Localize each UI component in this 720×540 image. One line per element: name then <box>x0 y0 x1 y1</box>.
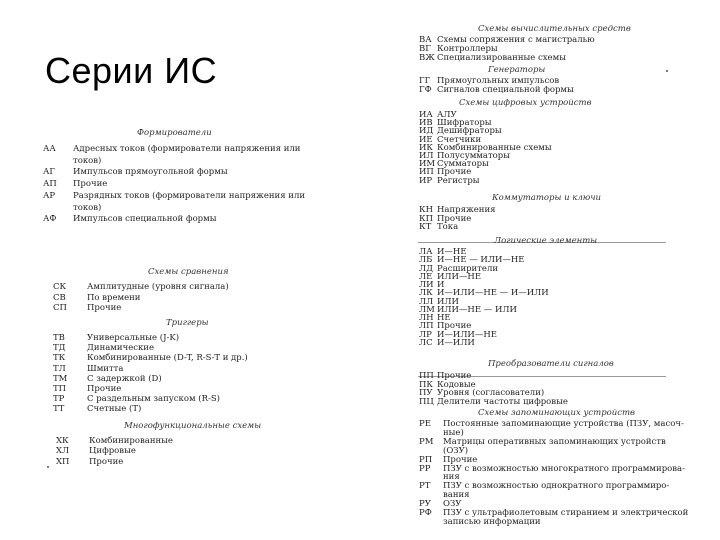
table-row <box>53 385 121 394</box>
table-row <box>53 365 123 374</box>
series-description: токов) <box>73 202 102 213</box>
series-code: ИА <box>419 110 433 120</box>
section-title: Коммутаторы и ключи <box>492 193 602 203</box>
series-description: Постоянные запоминающие устройства (ПЗУ, масоч- <box>443 419 684 429</box>
series-code: ИП <box>419 167 434 178</box>
series-description: ИЛИ <box>437 296 459 307</box>
table-row <box>43 168 228 177</box>
series-code: АФ <box>43 214 57 225</box>
table-row <box>419 339 475 348</box>
series-description: ПЗУ с ультрафиолетовым стиранием и электрической <box>443 508 689 518</box>
series-code: ИЕ <box>419 134 433 145</box>
series-code: ХЛ <box>56 446 70 457</box>
table-row <box>53 294 140 303</box>
series-code: ЛМ <box>419 304 435 315</box>
table-row <box>43 145 300 154</box>
series-code: ИВ <box>419 118 433 129</box>
series-code: РП <box>419 454 433 465</box>
series-code: ХК <box>56 436 69 446</box>
series-code: АП <box>43 179 57 190</box>
series-description: вания <box>443 490 470 501</box>
section-title: Преобразователи сигналов <box>488 359 614 369</box>
series-description: Амплитудные (уровня сигнала) <box>87 282 229 292</box>
series-description: Универсальные (J-K) <box>87 333 180 343</box>
series-description: И—НЕ — ИЛИ—НЕ <box>437 255 525 266</box>
series-description: Расширители <box>437 263 499 274</box>
series-code: ИК <box>419 142 433 153</box>
table-row <box>53 334 179 343</box>
series-code: ПК <box>419 379 433 390</box>
series-code: РР <box>419 463 431 474</box>
series-description: И—ИЛИ—НЕ <box>437 329 497 340</box>
series-code: АА <box>43 144 56 154</box>
series-description: Комбинированные (D-T, R-S-T и др.) <box>87 353 248 364</box>
table-row <box>419 86 574 95</box>
series-description: Комбинированные схемы <box>437 142 552 153</box>
series-description: ПЗУ с возможностью многократного программирова- <box>443 463 685 474</box>
series-description: И <box>437 280 445 290</box>
series-description: Импульсов специальной формы <box>73 214 217 225</box>
series-description: Специализированные схемы <box>437 52 566 63</box>
series-code: ТВ <box>53 333 65 343</box>
series-code: КП <box>419 213 433 224</box>
series-description: (ОЗУ) <box>443 445 469 456</box>
series-code: ПЦ <box>419 396 434 407</box>
series-description: Адресных токов (формирователи напряжения или <box>73 144 301 154</box>
series-code: СВ <box>53 292 66 303</box>
series-description: Схемы сопряжения с магистралью <box>437 35 595 45</box>
series-description: И—НЕ <box>437 247 467 257</box>
series-description: Сумматоры <box>437 159 489 170</box>
series-description: Разрядных токов (формирователи напряжения или <box>73 190 306 201</box>
series-description: Прочие <box>437 371 472 381</box>
series-code: АГ <box>43 167 56 178</box>
section-title: Схемы запоминающих устройств <box>478 408 635 418</box>
series-description: ния <box>443 472 460 483</box>
section-title: Генераторы <box>488 65 546 75</box>
series-code: ЛЕ <box>419 271 433 282</box>
section-title: Формирователи <box>137 128 212 138</box>
slide-title: Серии ИС <box>45 50 218 91</box>
series-code: ИР <box>419 175 433 186</box>
series-description: Прямоугольных импульсов <box>437 76 560 86</box>
series-code: ЛА <box>419 247 433 257</box>
series-code: КН <box>419 205 433 215</box>
section-title: Схемы вычислительных средств <box>478 24 631 34</box>
series-description: ные) <box>443 427 464 438</box>
series-code: ТК <box>53 353 66 364</box>
series-description: Контроллеры <box>437 43 498 54</box>
series-description: И—ИЛИ <box>437 337 475 348</box>
series-code: ИД <box>419 126 434 137</box>
series-description: Прочие <box>437 167 472 178</box>
series-code: РУ <box>419 499 431 510</box>
series-code: РЕ <box>419 419 431 429</box>
series-code: ТД <box>53 343 66 354</box>
series-code: ПП <box>419 371 434 381</box>
series-code: СК <box>53 282 67 292</box>
series-description: Счетные (T) <box>87 404 142 415</box>
table-row <box>56 458 123 467</box>
series-code: ТР <box>53 394 65 405</box>
series-code: ТТ <box>53 404 65 415</box>
series-description: Сигналов специальной формы <box>437 84 574 95</box>
table-row <box>43 192 305 201</box>
series-description: Регистры <box>437 175 480 186</box>
series-description: Уровня (согласователи) <box>437 388 545 399</box>
series-code: ВГ <box>419 43 431 54</box>
series-code: ЛД <box>419 263 434 274</box>
series-description: Прочие <box>87 303 122 313</box>
table-row <box>419 518 541 527</box>
series-description: Прочие <box>89 456 124 467</box>
series-code: ЛН <box>419 313 434 323</box>
series-description: ИЛИ—НЕ — ИЛИ <box>437 304 517 315</box>
series-description: ПЗУ с возможностью однократного программиро- <box>443 481 670 492</box>
series-code: ЛР <box>419 329 432 340</box>
series-code: ИЛ <box>419 151 434 161</box>
table-row <box>43 180 107 189</box>
series-code: КТ <box>419 222 432 233</box>
series-code: ТМ <box>53 373 68 384</box>
series-description: Прочие <box>437 321 472 332</box>
section-title: Триггеры <box>166 318 209 328</box>
series-description: Прочие <box>73 179 108 190</box>
series-code: ПУ <box>419 388 433 399</box>
series-description: Прочие <box>87 384 122 394</box>
series-description: Полусумматоры <box>437 151 511 161</box>
table-row <box>43 215 217 224</box>
series-code: РФ <box>419 508 432 518</box>
table-row <box>419 177 480 186</box>
series-code: АР <box>43 190 56 201</box>
series-code: ХП <box>56 456 70 467</box>
table-row <box>56 447 136 456</box>
table-row <box>419 398 568 407</box>
series-description: Кодовые <box>437 379 476 390</box>
series-description: Цифровые <box>89 446 136 457</box>
table-row <box>53 405 141 414</box>
series-description: Импульсов прямоугольной формы <box>73 167 228 178</box>
series-code: ЛИ <box>419 280 434 290</box>
series-code: ЛП <box>419 321 434 332</box>
series-code: ВА <box>419 35 432 45</box>
series-description: Счетчики <box>437 134 482 145</box>
table-row <box>53 344 154 353</box>
series-code: ВЖ <box>419 52 435 63</box>
series-description: С задержкой (D) <box>87 373 162 384</box>
series-description: НЕ <box>437 313 451 323</box>
series-description: Дешифраторы <box>437 126 502 137</box>
series-description: Прочие <box>443 454 478 465</box>
series-description: Матрицы оперативных запоминающих устройств <box>443 436 666 447</box>
series-description: записью информации <box>443 516 541 527</box>
series-code: ЛК <box>419 288 433 299</box>
series-description: И—ИЛИ—НЕ — И—ИЛИ <box>437 288 549 299</box>
series-description: ОЗУ <box>443 499 462 510</box>
series-code: ЛЛ <box>419 296 434 307</box>
section-title: Схемы цифровых устройств <box>459 98 592 108</box>
table-row <box>53 304 121 313</box>
table-row <box>53 395 220 404</box>
series-code: ЛС <box>419 337 433 348</box>
series-code: СП <box>53 303 67 313</box>
table-row <box>53 354 248 363</box>
series-code: РМ <box>419 436 434 447</box>
series-description: ИЛИ—НЕ <box>437 271 482 282</box>
table-row <box>419 54 566 63</box>
scan-dot <box>47 466 49 468</box>
series-description: С раздельным запуском (R-S) <box>87 394 220 405</box>
series-description: Комбинированные <box>89 436 173 446</box>
series-code: ТП <box>53 384 67 394</box>
table-row <box>43 157 101 166</box>
series-description: Прочие <box>437 213 472 224</box>
series-description: Шифраторы <box>437 118 492 129</box>
scan-dot <box>666 70 668 72</box>
series-code: ГГ <box>419 76 431 86</box>
series-description: Динамические <box>87 343 155 354</box>
series-code: ЛБ <box>419 255 433 266</box>
series-code: ГФ <box>419 84 432 95</box>
series-description: Шмитта <box>87 363 124 374</box>
section-title: Многофункциональные схемы <box>124 421 262 431</box>
series-code: ИМ <box>419 159 436 170</box>
series-description: Делители частоты цифровые <box>437 396 568 407</box>
table-row <box>53 375 162 384</box>
series-description: Напряжения <box>437 205 496 215</box>
series-description: АЛУ <box>437 110 457 120</box>
series-description: Тока <box>437 222 459 233</box>
table-row <box>53 283 229 292</box>
section-title: Логические элементы <box>494 236 598 246</box>
table-row <box>419 223 458 232</box>
table-row <box>56 437 173 446</box>
section-title: Схемы сравнения <box>148 267 229 277</box>
series-description: По времени <box>87 292 141 303</box>
series-description: токов) <box>73 155 102 166</box>
series-code: ТЛ <box>53 363 66 374</box>
table-row <box>43 204 101 213</box>
series-code: РТ <box>419 481 431 492</box>
